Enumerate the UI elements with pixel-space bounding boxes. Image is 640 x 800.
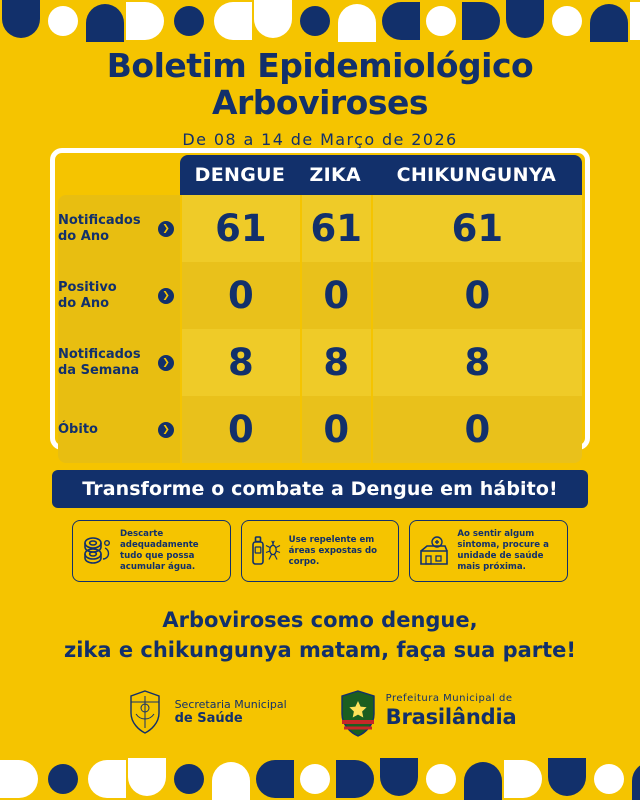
chevron-right-icon: ❯ — [158, 288, 174, 304]
cell-obito-chikungunya: 0 — [371, 396, 582, 463]
decorative-shape — [294, 758, 336, 800]
tires-icon — [80, 531, 114, 571]
tips-row — [72, 520, 568, 582]
tip-text-discard-water: Descarte adequadamente tudo que possa acumular água. — [120, 529, 199, 572]
title-line-1: Boletim Epidemiológico — [106, 46, 534, 85]
column-header-zika: ZIKA — [300, 155, 371, 195]
cell-notificados-ano-dengue: 61 — [180, 195, 300, 262]
period-label: De 08 a 14 de Março de 2026 — [182, 129, 458, 149]
decorative-shape — [462, 0, 504, 42]
decorative-shape — [84, 758, 126, 800]
tip-card-repellent — [241, 520, 400, 582]
stats-table — [58, 155, 582, 463]
cell-positivo-ano-dengue: 0 — [180, 262, 300, 329]
footer-city-text — [386, 693, 517, 730]
decorative-shape — [168, 758, 210, 800]
cell-positivo-ano-zika: 0 — [300, 262, 371, 329]
decorative-shape — [546, 758, 588, 800]
closing-message — [0, 605, 640, 666]
footer-city-line-1: Prefeitura Municipal de — [385, 693, 513, 705]
table-corner-cell — [58, 155, 180, 195]
cell-notificados-ano-zika: 61 — [300, 195, 371, 262]
row-label-line-2: do Ano — [58, 228, 110, 244]
chevron-right-icon: ❯ — [158, 221, 174, 237]
decorative-shape — [126, 758, 168, 800]
decorative-shape — [462, 758, 504, 800]
footer-city-line-2: Brasilândia — [385, 705, 517, 730]
decorative-shape — [630, 758, 640, 800]
decorative-shape — [0, 0, 42, 42]
row-label-obito — [58, 396, 180, 463]
row-label-notificados-ano — [58, 195, 180, 262]
decorative-shape — [252, 0, 294, 42]
column-header-chikungunya: CHIKUNGUNYA — [371, 155, 582, 195]
column-header-dengue: DENGUE — [180, 155, 300, 195]
decorative-shape — [588, 758, 630, 800]
decorative-shape — [126, 0, 168, 42]
decorative-shape — [378, 0, 420, 42]
title-line-2: Arboviroses — [211, 82, 429, 122]
footer-city-hall — [335, 688, 517, 736]
footer-health-text — [175, 698, 287, 727]
row-label-line-1: Notificados — [58, 213, 141, 229]
footer — [0, 688, 640, 736]
closing-line-1: Arboviroses como dengue, — [162, 608, 478, 632]
cell-notificados-semana-dengue: 8 — [180, 329, 300, 396]
table-row — [58, 195, 582, 262]
row-label-line-2: do Ano — [58, 295, 110, 311]
city-coat-of-arms-icon — [335, 688, 377, 736]
repellent-spray-icon — [249, 531, 283, 571]
campaign-banner-text: Transforme o combate a Dengue em hábito! — [82, 478, 558, 500]
footer-health-line-1: Secretaria Municipal — [174, 697, 287, 711]
closing-line-2: zika e chikungunya matam, faça sua parte! — [63, 638, 576, 663]
row-label-line-1: Positivo — [58, 280, 117, 296]
decorative-shape — [210, 758, 252, 800]
decorative-shape — [336, 0, 378, 42]
table-row — [58, 396, 582, 463]
decorative-shape — [630, 0, 640, 42]
tip-card-discard-water — [72, 520, 231, 582]
decorative-shape — [252, 758, 294, 800]
table-row — [58, 329, 582, 396]
table-row — [58, 262, 582, 329]
decorative-shape — [336, 758, 378, 800]
decorative-shape — [504, 0, 546, 42]
decorative-shape — [210, 0, 252, 42]
decorative-shape — [378, 758, 420, 800]
row-label-line-1: Notificados — [58, 347, 141, 363]
cell-positivo-ano-chikungunya: 0 — [371, 262, 582, 329]
row-label-line-1: Óbito — [58, 421, 98, 437]
decorative-shape — [546, 0, 588, 42]
tip-card-health-unit — [409, 520, 568, 582]
cell-notificados-semana-chikungunya: 8 — [371, 329, 582, 396]
decorative-shape — [42, 0, 84, 42]
cell-obito-dengue: 0 — [180, 396, 300, 463]
row-label-positivo-ano — [58, 262, 180, 329]
decorative-shape — [420, 758, 462, 800]
decorative-band-bottom — [0, 758, 640, 800]
tip-text-repellent: Use repelente em áreas expostas do corpo. — [288, 534, 378, 567]
decorative-shape — [168, 0, 210, 42]
page-title — [0, 48, 640, 149]
decorative-shape — [0, 758, 42, 800]
stats-table-wrapper — [58, 155, 582, 463]
decorative-shape — [588, 0, 630, 42]
cell-notificados-semana-zika: 8 — [300, 329, 371, 396]
decorative-shape — [420, 0, 462, 42]
row-label-notificados-semana — [58, 329, 180, 396]
cell-obito-zika: 0 — [300, 396, 371, 463]
chevron-right-icon: ❯ — [158, 355, 174, 371]
decorative-shape — [294, 0, 336, 42]
footer-health-department — [124, 688, 287, 736]
decorative-shape — [42, 758, 84, 800]
footer-health-line-2: de Saúde — [174, 710, 243, 726]
cell-notificados-ano-chikungunya: 61 — [371, 195, 582, 262]
decorative-shape — [504, 758, 546, 800]
decorative-shape — [84, 0, 126, 42]
table-header-row — [58, 155, 582, 195]
campaign-banner — [52, 470, 588, 508]
tip-text-health-unit: Ao sentir algum sintoma, procure a unidade de saúde mais próxima. — [457, 529, 549, 572]
chevron-right-icon: ❯ — [158, 422, 174, 438]
coat-of-arms-icon — [124, 688, 166, 736]
decorative-band-top — [0, 0, 640, 42]
row-label-line-2: da Semana — [58, 362, 140, 378]
health-unit-icon — [417, 531, 451, 571]
